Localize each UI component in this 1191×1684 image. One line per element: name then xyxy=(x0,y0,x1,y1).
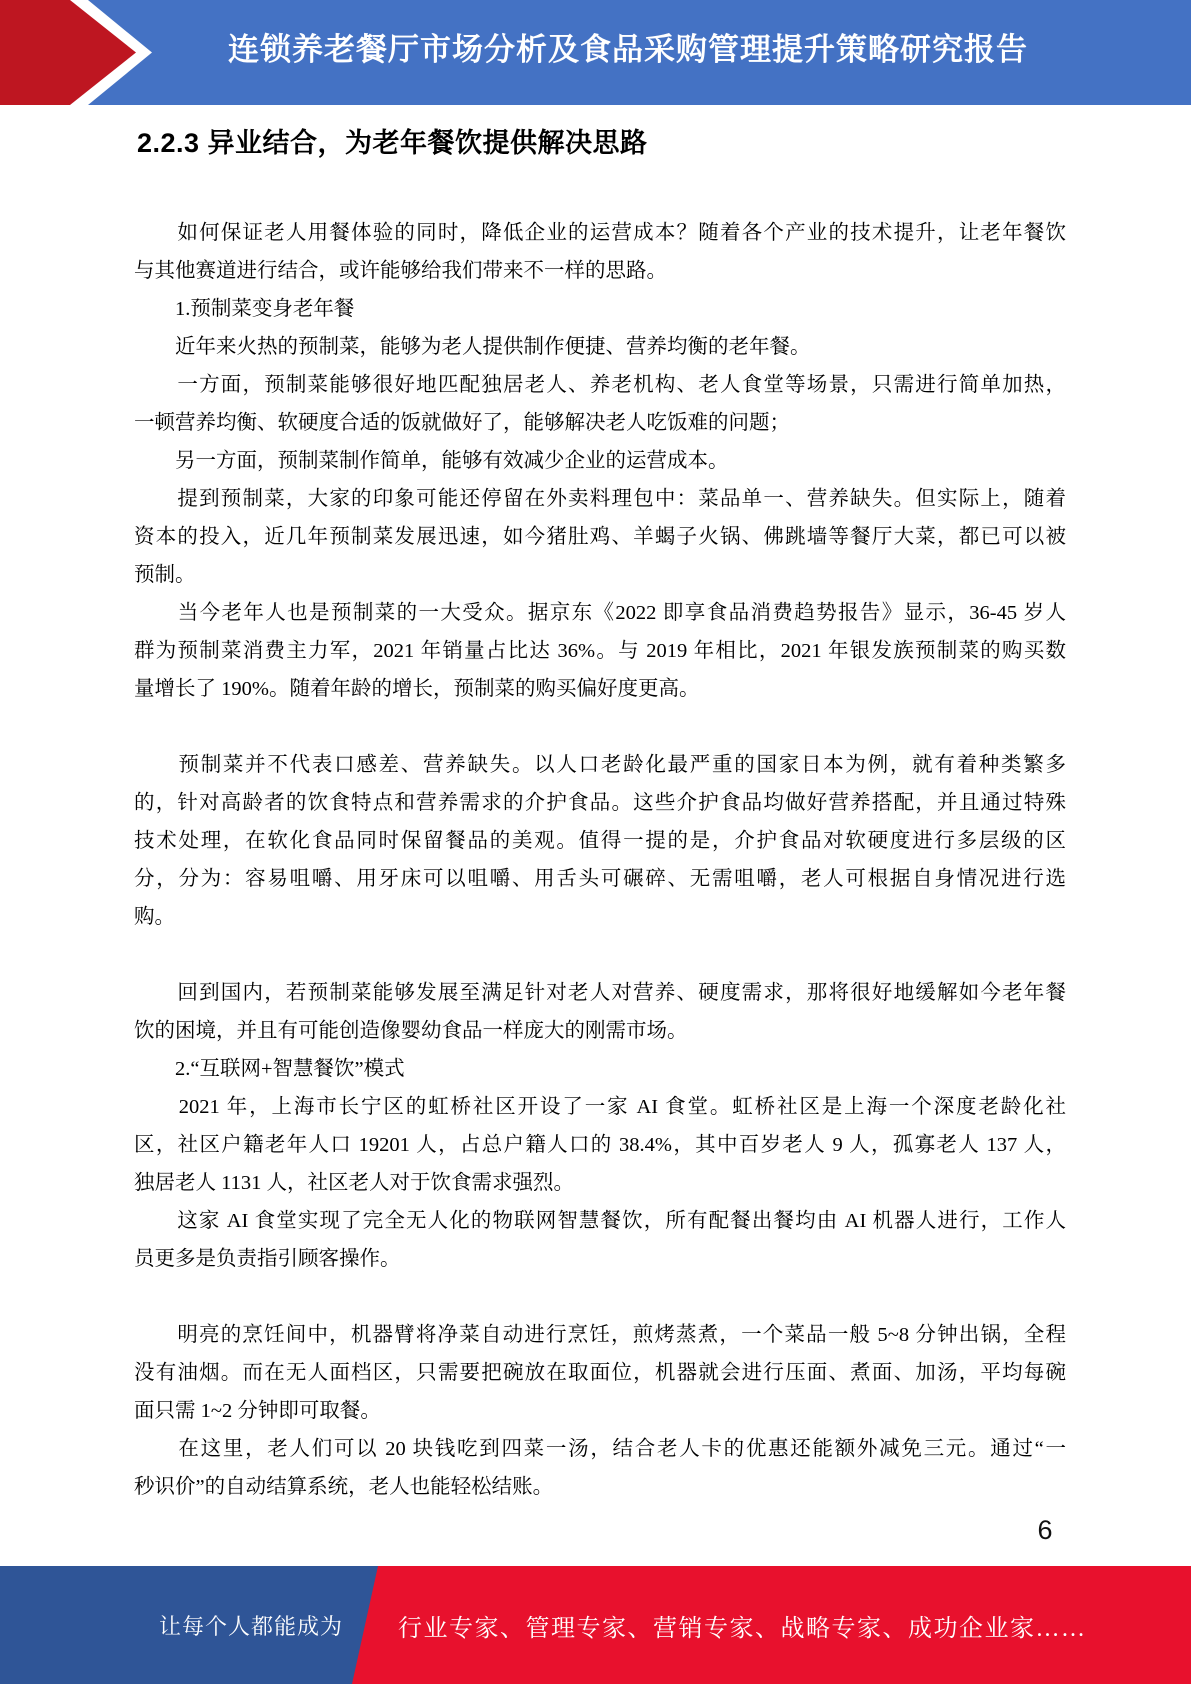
text-line: 如何保证老人用餐体验的同时，降低企业的运营成本？随着各个产业的技术提升，让老年餐饮 xyxy=(134,222,1066,244)
text-line: 分，分为：容易咀嚼、用牙床可以咀嚼、用舌头可碾碎、无需咀嚼，老人可根据自身情况进行选 xyxy=(134,868,1066,890)
text-line: 饮的困境，并且有可能创造像婴幼食品一样庞大的刚需市场。 xyxy=(134,1020,688,1042)
footer xyxy=(0,1566,1191,1684)
text-line: 在这里，老人们可以 20 块钱吃到四菜一汤，结合老人卡的优惠还能额外减免三元。通过“一 xyxy=(134,1438,1066,1460)
page-number: 6 xyxy=(1037,1515,1053,1545)
text-line: 当今老年人也是预制菜的一大受众。据京东《2022 即享食品消费趋势报告》显示，36-45 岁人 xyxy=(134,602,1066,624)
text-line: 购。 xyxy=(134,906,175,928)
text-line: 员更多是负责指引顾客操作。 xyxy=(134,1248,401,1270)
text-line: 明亮的烹饪间中，机器臂将净菜自动进行烹饪，煎烤蒸煮，一个菜品一般 5~8 分钟出锅，全程 xyxy=(134,1324,1066,1346)
blank-line xyxy=(134,936,1066,974)
text-line: 区，社区户籍老年人口 19201 人，占总户籍人口的 38.4%，其中百岁老人 9 人，孤寡老人 137 人， xyxy=(134,1134,1066,1156)
section-heading: 2.2.3 异业结合，为老年餐饮提供解决思路 xyxy=(137,128,648,158)
report-title: 连锁养老餐厅市场分析及食品采购管理提升策略研究报告 xyxy=(228,32,1028,67)
text-line: 2.“互联网+智慧餐饮”模式 xyxy=(134,1058,405,1080)
text-line: 资本的投入，近几年预制菜发展迅速，如今猪肚鸡、羊蝎子火锅、佛跳墙等餐厅大菜，都已可以被 xyxy=(134,526,1066,548)
text-line: 预制菜并不代表口感差、营养缺失。以人口老龄化最严重的国家日本为例，就有着种类繁多 xyxy=(134,754,1066,776)
header-banner xyxy=(0,0,1191,105)
text-line: 一顿营养均衡、软硬度合适的饭就做好了，能够解决老人吃饭难的问题； xyxy=(134,412,790,434)
text-line: 面只需 1~2 分钟即可取餐。 xyxy=(134,1400,381,1422)
text-line: 2021 年，上海市长宁区的虹桥社区开设了一家 AI 食堂。虹桥社区是上海一个深度老龄化社 xyxy=(134,1096,1066,1118)
banner-arrow-icon xyxy=(0,0,160,105)
text-line: 1.预制菜变身老年餐 xyxy=(134,298,355,320)
text-line: 这家 AI 食堂实现了完全无人化的物联网智慧餐饮，所有配餐出餐均由 AI 机器人进行，工作人 xyxy=(134,1210,1066,1232)
text-line: 技术处理，在软化食品同时保留餐品的美观。值得一提的是，介护食品对软硬度进行多层级的区 xyxy=(134,830,1066,852)
text-line: 一方面，预制菜能够很好地匹配独居老人、养老机构、老人食堂等场景，只需进行简单加热， xyxy=(134,374,1066,396)
text-line: 量增长了 190%。随着年龄的增长，预制菜的购买偏好度更高。 xyxy=(134,678,700,700)
text-line: 回到国内，若预制菜能够发展至满足针对老人对营养、硬度需求，那将很好地缓解如今老年餐 xyxy=(134,982,1066,1004)
footer-slogan-right: 行业专家、管理专家、营销专家、战略专家、成功企业家…… xyxy=(398,1615,1087,1642)
text-line: 秒识价”的自动结算系统，老人也能轻松结账。 xyxy=(134,1476,554,1498)
blank-line xyxy=(134,1278,1066,1316)
text-line: 与其他赛道进行结合，或许能够给我们带来不一样的思路。 xyxy=(134,260,667,282)
text-line: 近年来火热的预制菜，能够为老人提供制作便捷、营养均衡的老年餐。 xyxy=(134,336,811,358)
text-line: 预制。 xyxy=(134,564,196,586)
text-line: 的，针对高龄者的饮食特点和营养需求的介护食品。这些介护食品均做好营养搭配，并且通过特殊 xyxy=(134,792,1066,814)
footer-slogan-left: 让每个人都能成为 xyxy=(158,1613,343,1639)
blank-line xyxy=(134,708,1066,746)
body-text xyxy=(134,214,1066,1506)
text-line: 另一方面，预制菜制作简单，能够有效减少企业的运营成本。 xyxy=(134,450,729,472)
text-line: 提到预制菜，大家的印象可能还停留在外卖料理包中：菜品单一、营养缺失。但实际上，随着 xyxy=(134,488,1066,510)
text-line: 没有油烟。而在无人面档区，只需要把碗放在取面位，机器就会进行压面、煮面、加汤，平均每碗 xyxy=(134,1362,1066,1384)
text-line: 独居老人 1131 人，社区老人对于饮食需求强烈。 xyxy=(134,1172,574,1194)
text-line: 群为预制菜消费主力军，2021 年销量占比达 36%。与 2019 年相比，2021 年银发族预制菜的购买数 xyxy=(134,640,1066,662)
